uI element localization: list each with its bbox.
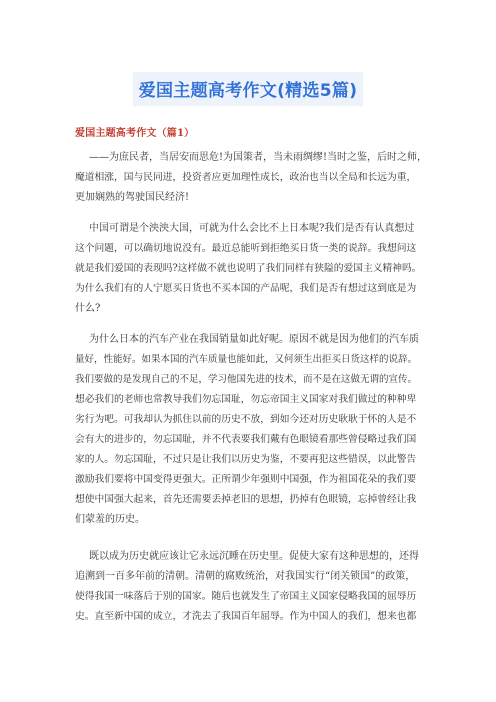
paragraph-line: 追溯到一百多年前的清朝。清朝的腐败统治，对我国实行“闭关锁国”的政策， xyxy=(75,571,416,582)
paragraph-line: 激励我们要将中国变得更强大。正所谓少年强则中国强，作为祖国花朵的我们要 xyxy=(75,474,417,485)
paragraph-line: 史。直至新中国的成立，才洗去了我国百年屈辱。作为中国人的我们，想来也都 xyxy=(75,611,417,622)
paragraph-line: 中国可谓是个泱泱大国，可就为什么会比不上日本呢?我们是否有认真想过 xyxy=(89,223,415,234)
paragraph-line: 使得我国一味落后于别的国家。随后也就发生了帝国主义国家侵略我国的屈辱历 xyxy=(75,591,417,602)
paragraph-line: 既以成为历史就应该让它永远沉睡在历史里。促使大家有这种思想的，还得 xyxy=(89,551,419,562)
title-wrap xyxy=(0,72,496,106)
paragraph-line: 魔道相涨，国与民同进，投资者应更加理性成长，政治也当以全局和长远为重， xyxy=(75,172,417,183)
paragraph-2 xyxy=(75,219,422,319)
paragraph-line: 这个问题，可以确切地说没有。最近总能听到拒绝买日货一类的说辞。我想问这 xyxy=(75,243,417,254)
paragraph-line: 为什么我们有的人宁愿买日货也不买本国的产品呢，我们是否有想过这到底是为 xyxy=(75,283,417,294)
paragraph-line: 为什么日本的汽车产业在我国销量如此好呢。原因不就是因为他们的汽车质 xyxy=(89,334,419,345)
paragraph-line: 想必我们的老师也常教导我们勿忘国耻，勿忘帝国主义国家对我们做过的种种卑 xyxy=(75,394,417,405)
section-heading: 爱国主题高考作文（篇1） xyxy=(75,128,195,139)
paragraph-line: 会有大的进步的，勿忘国耻，并不代表要我们戴有色眼镜看那些曾侵略过我们国 xyxy=(75,434,417,445)
document-title: 爱国主题高考作文(精选5篇) xyxy=(133,72,364,106)
paragraph-line: 就是我们爱国的表现吗?这样做不就也说明了我们同样有狭隘的爱国主义精神吗。 xyxy=(75,263,422,274)
paragraph-1 xyxy=(75,148,428,208)
paragraph-line: 我们要做的是发现自己的不足，学习他国先进的技术，而不是在这做无谓的宣传。 xyxy=(75,374,418,385)
paragraph-line: 想使中国强大起来，首先还需要丢掉老旧的思想，扔掉有色眼镜，忘掉曾经让我 xyxy=(75,494,417,505)
paragraph-line: 量好，性能好。如果本国的汽车质量也能如此，又何须生出拒买日货这样的说辞。 xyxy=(75,354,418,365)
paragraph-3 xyxy=(75,330,419,530)
paragraph-line: ——为庶民者，当居安而思危!为国策者，当未雨绸缪!当时之鉴，后时之师， xyxy=(89,152,428,163)
paragraph-4 xyxy=(75,547,419,627)
paragraph-line: 什么? xyxy=(75,303,101,314)
paragraph-line: 家的人。勿忘国耻，不过只是让我们以历史为鉴，不要再犯这些错误，以此警告 xyxy=(75,454,417,465)
paragraph-line: 劣行为吧。可我却认为抓住以前的历史不放，到如今还对历史耿耿于怀的人是不 xyxy=(75,414,417,425)
paragraph-line: 们蒙羞的历史。 xyxy=(75,514,145,525)
paragraph-line: 更加娴熟的驾驶国民经济! xyxy=(75,192,190,203)
